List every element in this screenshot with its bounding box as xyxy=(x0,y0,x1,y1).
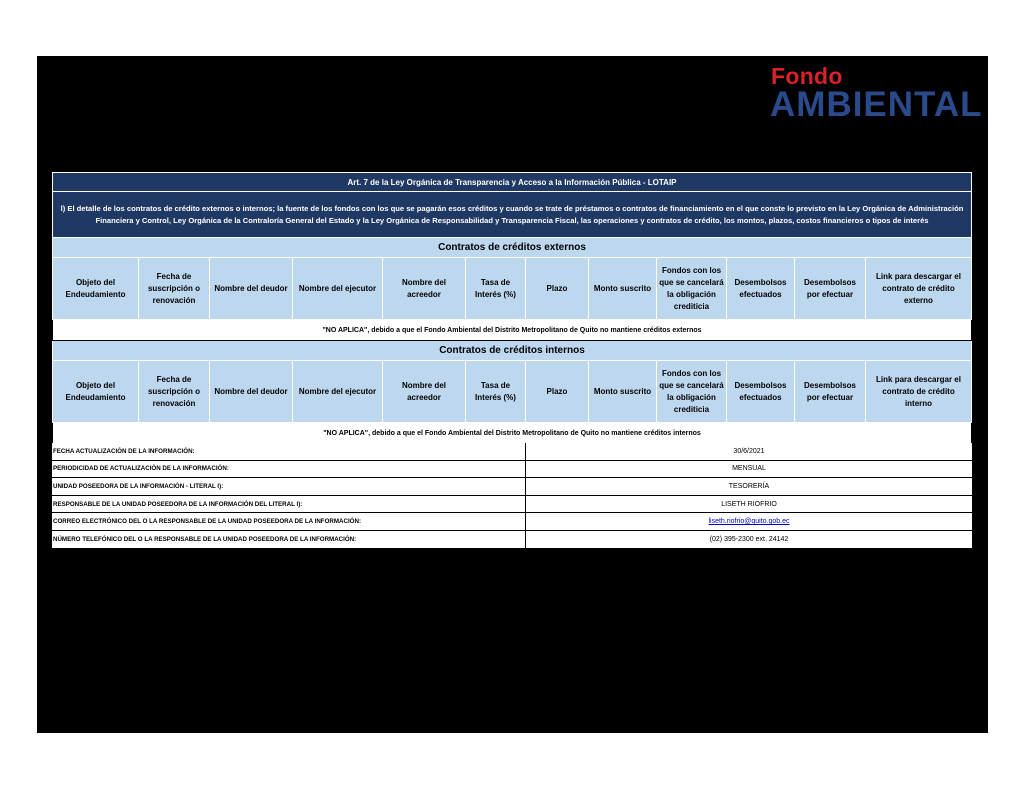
lotaip-table xyxy=(52,172,972,444)
col-plazo: Plazo xyxy=(526,361,589,423)
info-value: LISETH RIOFRIO xyxy=(721,500,777,508)
info-value: TESORERÍA xyxy=(728,482,770,490)
info-row-responsable xyxy=(52,496,972,514)
table-title: Art. 7 de la Ley Orgánica de Transparencia y Acceso a la Información Pública - LOTAIP xyxy=(52,172,972,192)
fondo-ambiental-logo xyxy=(770,63,983,125)
external-header-row xyxy=(52,258,972,320)
info-label: RESPONSABLE DE LA UNIDAD POSEEDORA DE LA INFORMACIÓN DEL LITERAL l): xyxy=(52,496,526,513)
logo-line-1: Fondo xyxy=(771,63,843,89)
info-label: CORREO ELECTRÓNICO DEL O LA RESPONSABLE DE LA UNIDAD POSEEDORA DE LA INFORMACIÓN: xyxy=(52,513,526,530)
col-monto: Monto suscrito xyxy=(589,258,657,320)
col-fecha: Fecha de suscripción o renovación xyxy=(139,361,210,423)
col-fecha: Fecha de suscripción o renovación xyxy=(139,258,210,320)
col-desembolsos-efectuados: Desembolsos efectuados xyxy=(727,361,795,423)
col-fondos: Fondos con los que se cancelará la obligación crediticia xyxy=(657,258,727,320)
info-label: FECHA ACTUALIZACIÓN DE LA INFORMACIÓN: xyxy=(52,443,526,460)
info-label: NÚMERO TELEFÓNICO DEL O LA RESPONSABLE DE LA UNIDAD POSEEDORA DE LA INFORMACIÓN: xyxy=(52,531,526,548)
col-acreedor: Nombre del acreedor xyxy=(383,258,466,320)
col-ejecutor: Nombre del ejecutor xyxy=(293,361,383,423)
internal-header-row xyxy=(52,361,972,423)
col-acreedor: Nombre del acreedor xyxy=(383,361,466,423)
col-link: Link para descargar el contrato de crédito interno xyxy=(866,361,972,423)
col-plazo: Plazo xyxy=(526,258,589,320)
col-tasa: Tasa de Interés (%) xyxy=(466,361,526,423)
logo-line-2: AMBIENTAL xyxy=(770,85,983,124)
info-label: PERIODICIDAD DE ACTUALIZACIÓN DE LA INFORMACIÓN: xyxy=(52,461,526,478)
info-label: UNIDAD POSEEDORA DE LA INFORMACIÓN - LITERAL l): xyxy=(52,478,526,495)
info-value: MENSUAL xyxy=(732,465,766,473)
col-objeto: Objeto del Endeudamiento xyxy=(52,361,139,423)
info-table xyxy=(52,443,972,549)
internal-section-heading: Contratos de créditos internos xyxy=(52,341,972,361)
col-link: Link para descargar el contrato de crédito externo xyxy=(866,258,972,320)
col-desembolsos-efectuados: Desembolsos efectuados xyxy=(727,258,795,320)
info-row-periodicidad xyxy=(52,461,972,479)
info-row-telefono xyxy=(52,531,972,549)
info-value: 30/6/2021 xyxy=(733,447,765,455)
col-ejecutor: Nombre del ejecutor xyxy=(293,258,383,320)
internal-no-aplica-note: "NO APLICA", debido a que el Fondo Ambiental del Distrito Metropolitano de Quito no mantiene créditos internos xyxy=(52,423,972,444)
col-desembolsos-por-efectuar: Desembolsos por efectuar xyxy=(795,258,866,320)
col-objeto: Objeto del Endeudamiento xyxy=(52,258,139,320)
info-row-correo xyxy=(52,513,972,531)
email-link[interactable]: liseth.riofrio@quito.gob.ec xyxy=(708,518,790,526)
table-description: l) El detalle de los contratos de crédito externos o internos; la fuente de los fondos con los que se pagarán esos créditos y cuando se trate de préstamos o contratos de financiamiento en el que conste lo previsto en la Ley Orgánica de Administración Financiera y Control, Ley Orgánica de la Contraloría General del Estado y la Ley Orgánica de Responsabilidad y Transparencia Fiscal, las operaciones y contratos de crédito, los montos, plazos, costos financieros o tipos de interés xyxy=(52,192,972,238)
col-desembolsos-por-efectuar: Desembolsos por efectuar xyxy=(795,361,866,423)
info-row-fecha xyxy=(52,443,972,461)
info-row-unidad xyxy=(52,478,972,496)
col-deudor: Nombre del deudor xyxy=(210,258,293,320)
col-deudor: Nombre del deudor xyxy=(210,361,293,423)
external-section-heading: Contratos de créditos externos xyxy=(52,238,972,258)
col-tasa: Tasa de Interés (%) xyxy=(466,258,526,320)
info-value: (02) 395-2300 ext. 24142 xyxy=(709,535,789,543)
col-fondos: Fondos con los que se cancelará la obligación crediticia xyxy=(657,361,727,423)
col-monto: Monto suscrito xyxy=(589,361,657,423)
external-no-aplica-note: "NO APLICA", debido a que el Fondo Ambiental del Distrito Metropolitano de Quito no mantiene créditos externos xyxy=(52,320,972,341)
